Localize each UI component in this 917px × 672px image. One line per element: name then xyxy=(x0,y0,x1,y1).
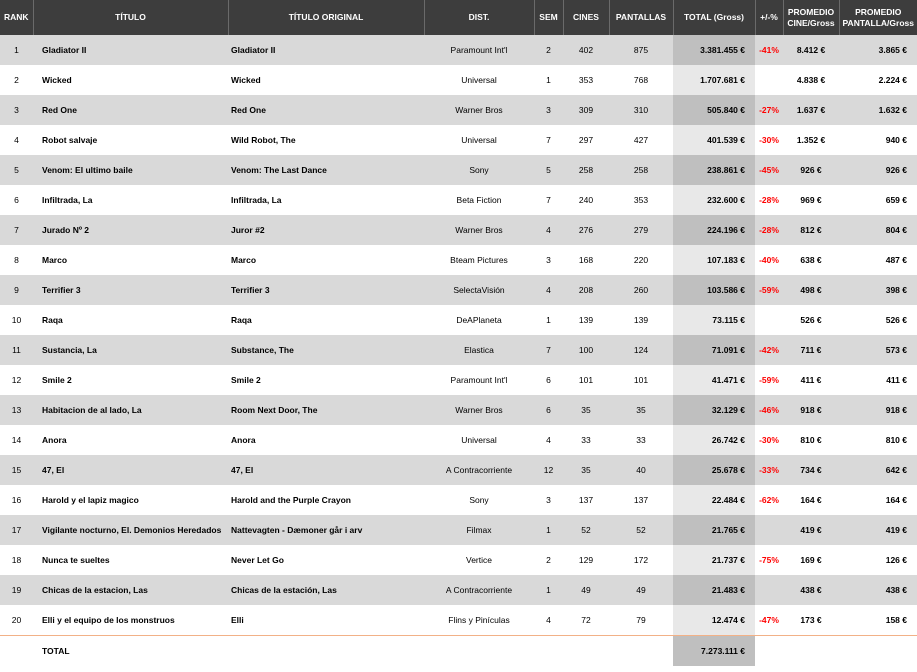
cell-promedio-pantalla: 438 € xyxy=(839,575,917,605)
cell-cines: 49 xyxy=(563,575,609,605)
cell-promedio-cine: 638 € xyxy=(800,255,822,265)
table-row[interactable] xyxy=(0,485,917,515)
cell-promedio-cine: 812 € xyxy=(783,215,839,245)
table-row[interactable] xyxy=(0,155,917,185)
cell-rank: 6 xyxy=(14,195,19,205)
header-promedio-pantalla-line1: PROMEDIO xyxy=(855,6,902,17)
cell-titulo: Terrifier 3 xyxy=(33,275,228,305)
cell-dist: Universal xyxy=(461,435,497,445)
cell-change-pct: -40% xyxy=(759,255,779,265)
cell-pantallas: 33 xyxy=(636,435,646,445)
cell-titulo-original: Gladiator II xyxy=(228,35,424,65)
cell-titulo-original: Wicked xyxy=(231,75,261,85)
cell-promedio-cine: 711 € xyxy=(783,335,839,365)
header-titulo[interactable]: TÍTULO xyxy=(33,0,228,35)
cell-cines: 137 xyxy=(578,495,594,505)
cell-total-gross: 505.840 € xyxy=(673,95,755,125)
cell-titulo-original: Wild Robot, The xyxy=(231,135,296,145)
cell-total-gross: 107.183 € xyxy=(673,245,755,275)
cell-titulo: Venom: El ultimo baile xyxy=(33,155,228,185)
cell-change-pct: -33% xyxy=(755,455,783,485)
cell-promedio-pantalla: 164 € xyxy=(885,495,907,505)
cell-promedio-cine: 1.352 € xyxy=(796,135,826,145)
table-row[interactable] xyxy=(0,545,917,575)
cell-change-pct: -28% xyxy=(759,195,779,205)
cell-rank: 7 xyxy=(0,215,33,245)
cell-dist: SelectaVisión xyxy=(424,275,534,305)
cell-dist: A Contracorriente xyxy=(424,455,534,485)
cell-titulo-original: 47, El xyxy=(228,455,424,485)
cell-cines: 240 xyxy=(578,195,594,205)
cell-total-gross: 71.091 € xyxy=(673,335,755,365)
cell-total-gross: 21.483 € xyxy=(673,575,755,605)
cell-promedio-cine: 4.838 € xyxy=(796,75,826,85)
cell-pantallas: 139 xyxy=(633,315,649,325)
cell-promedio-cine: 498 € xyxy=(783,275,839,305)
cell-total-gross: 22.484 € xyxy=(673,485,755,515)
cell-promedio-pantalla: 659 € xyxy=(885,195,907,205)
cell-titulo: Sustancia, La xyxy=(33,335,228,365)
cell-dist: Vertice xyxy=(466,555,492,565)
cell-promedio-pantalla: 2.224 € xyxy=(878,75,907,85)
cell-rank: 4 xyxy=(14,135,19,145)
total-row-spacer xyxy=(534,636,563,667)
table-row[interactable] xyxy=(0,575,917,605)
cell-cines: 72 xyxy=(581,615,591,625)
cell-sem: 1 xyxy=(534,575,563,605)
table-row[interactable] xyxy=(0,95,917,125)
cell-pantallas: 279 xyxy=(609,215,673,245)
cell-pantallas: 79 xyxy=(636,615,646,625)
cell-rank: 13 xyxy=(0,395,33,425)
cell-pantallas: 101 xyxy=(633,375,649,385)
cell-cines: 139 xyxy=(578,315,594,325)
cell-sem: 3 xyxy=(546,495,551,505)
cell-dist: Sony xyxy=(469,495,489,505)
header-promedio-cine-line1: PROMEDIO xyxy=(787,6,835,17)
cell-total-gross: 12.474 € xyxy=(673,605,755,636)
total-row-spacer xyxy=(755,636,783,667)
cell-promedio-pantalla: 642 € xyxy=(839,455,917,485)
cell-promedio-cine: 8.412 € xyxy=(783,35,839,65)
cell-titulo: Habitacion de al lado, La xyxy=(33,395,228,425)
header-pantallas[interactable]: PANTALLAS xyxy=(609,0,673,35)
cell-change-pct xyxy=(755,515,783,545)
cell-pantallas: 52 xyxy=(609,515,673,545)
cell-change-pct: -30% xyxy=(759,135,779,145)
cell-titulo-original: Elli xyxy=(231,615,244,625)
header-rank[interactable]: RANK xyxy=(0,0,33,35)
cell-sem: 1 xyxy=(546,315,551,325)
cell-titulo: Smile 2 xyxy=(42,375,72,385)
total-row-spacer xyxy=(839,636,917,667)
header-promedio-cine-line2: CINE/Gross xyxy=(787,17,835,28)
cell-dist: Beta Fiction xyxy=(456,195,502,205)
cell-promedio-pantalla: 526 € xyxy=(885,315,907,325)
cell-rank: 19 xyxy=(0,575,33,605)
cell-total-gross: 73.115 € xyxy=(673,305,755,335)
cell-total-gross: 103.586 € xyxy=(673,275,755,305)
cell-titulo: Nunca te sueltes xyxy=(42,555,110,565)
cell-cines: 101 xyxy=(578,375,594,385)
table-row[interactable] xyxy=(0,65,917,95)
cell-titulo-original: Chicas de la estación, Las xyxy=(228,575,424,605)
cell-change-pct: -28% xyxy=(755,215,783,245)
cell-sem: 7 xyxy=(546,135,551,145)
cell-titulo: Red One xyxy=(33,95,228,125)
table-row[interactable] xyxy=(0,215,917,245)
cell-cines: 52 xyxy=(563,515,609,545)
total-row-spacer xyxy=(783,636,839,667)
header-promedio-pantalla-line2: PANTALLA/Gross xyxy=(842,17,914,28)
cell-titulo: Harold y el lapiz magico xyxy=(42,495,139,505)
table-row[interactable] xyxy=(0,365,917,395)
cell-total-gross: 21.765 € xyxy=(673,515,755,545)
cell-pantallas: 353 xyxy=(633,195,649,205)
cell-promedio-pantalla: 573 € xyxy=(839,335,917,365)
cell-promedio-cine: 438 € xyxy=(783,575,839,605)
cell-pantallas: 40 xyxy=(609,455,673,485)
cell-dist: Bteam Pictures xyxy=(450,255,508,265)
cell-promedio-cine: 411 € xyxy=(800,375,822,385)
cell-rank: 12 xyxy=(11,375,22,385)
table-footer xyxy=(0,636,917,667)
cell-rank: 18 xyxy=(11,555,22,565)
cell-cines: 309 xyxy=(563,95,609,125)
cell-dist: Universal xyxy=(461,135,497,145)
cell-sem: 6 xyxy=(546,375,551,385)
cell-dist: A Contracorriente xyxy=(424,575,534,605)
cell-pantallas: 310 xyxy=(609,95,673,125)
cell-sem: 1 xyxy=(534,515,563,545)
table-row[interactable] xyxy=(0,395,917,425)
cell-total-gross: 32.129 € xyxy=(673,395,755,425)
cell-sem: 7 xyxy=(546,195,551,205)
cell-promedio-cine: 173 € xyxy=(800,615,822,625)
table-row[interactable] xyxy=(0,245,917,275)
cell-dist: Paramount Int'l xyxy=(424,35,534,65)
total-row xyxy=(0,636,917,667)
cell-promedio-cine: 526 € xyxy=(800,315,822,325)
cell-sem: 3 xyxy=(534,95,563,125)
cell-pantallas: 172 xyxy=(633,555,649,565)
table-row[interactable] xyxy=(0,305,917,335)
cell-promedio-pantalla: 926 € xyxy=(839,155,917,185)
cell-promedio-pantalla: 1.632 € xyxy=(839,95,917,125)
cell-titulo-original: Juror #2 xyxy=(228,215,424,245)
cell-change-pct: -45% xyxy=(755,155,783,185)
total-row-spacer xyxy=(0,636,33,667)
cell-total-gross: 232.600 € xyxy=(673,185,755,215)
cell-titulo-original: Red One xyxy=(228,95,424,125)
total-label: TOTAL xyxy=(33,636,228,667)
cell-titulo-original: Anora xyxy=(231,435,256,445)
cell-promedio-cine: 926 € xyxy=(783,155,839,185)
cell-rank: 15 xyxy=(0,455,33,485)
cell-promedio-pantalla: 126 € xyxy=(885,555,907,565)
header-cines[interactable]: CINES xyxy=(563,0,609,35)
cell-change-pct: -30% xyxy=(759,435,779,445)
cell-promedio-pantalla: 419 € xyxy=(839,515,917,545)
cell-cines: 35 xyxy=(563,395,609,425)
cell-titulo: Infiltrada, La xyxy=(42,195,93,205)
cell-change-pct xyxy=(755,65,783,95)
cell-promedio-pantalla: 158 € xyxy=(885,615,907,625)
cell-change-pct: -41% xyxy=(755,35,783,65)
cell-cines: 129 xyxy=(578,555,594,565)
table-header xyxy=(0,0,917,35)
cell-sem: 12 xyxy=(534,455,563,485)
cell-titulo: Wicked xyxy=(42,75,72,85)
total-row-spacer xyxy=(609,636,673,667)
cell-titulo-original: Marco xyxy=(231,255,257,265)
cell-sem: 6 xyxy=(534,395,563,425)
cell-change-pct: -62% xyxy=(759,495,779,505)
cell-rank: 1 xyxy=(0,35,33,65)
cell-pantallas: 768 xyxy=(633,75,649,85)
table-row[interactable] xyxy=(0,605,917,636)
cell-dist: Paramount Int'l xyxy=(450,375,508,385)
cell-promedio-cine: 164 € xyxy=(800,495,822,505)
total-row-spacer xyxy=(424,636,534,667)
cell-titulo-original: Terrifier 3 xyxy=(228,275,424,305)
cell-titulo-original: Nattevagten - Dæmoner går i arv xyxy=(228,515,424,545)
table-row[interactable] xyxy=(0,275,917,305)
cell-sem: 2 xyxy=(546,555,551,565)
cell-cines: 276 xyxy=(563,215,609,245)
cell-change-pct: -46% xyxy=(755,395,783,425)
header-change[interactable]: +/-% xyxy=(755,0,783,35)
cell-titulo-original: Infiltrada, La xyxy=(231,195,282,205)
cell-total-gross: 1.707.681 € xyxy=(673,65,755,95)
cell-rank: 5 xyxy=(0,155,33,185)
cell-dist: Sony xyxy=(424,155,534,185)
cell-rank: 10 xyxy=(11,315,22,325)
cell-cines: 297 xyxy=(578,135,594,145)
cell-pantallas: 427 xyxy=(633,135,649,145)
cell-cines: 258 xyxy=(563,155,609,185)
cell-promedio-pantalla: 411 € xyxy=(886,375,907,385)
cell-change-pct: -59% xyxy=(755,275,783,305)
cell-promedio-pantalla: 804 € xyxy=(839,215,917,245)
cell-promedio-cine: 734 € xyxy=(783,455,839,485)
table-row[interactable] xyxy=(0,515,917,545)
cell-pantallas: 875 xyxy=(609,35,673,65)
cell-dist: Filmax xyxy=(424,515,534,545)
cell-total-gross: 401.539 € xyxy=(673,125,755,155)
cell-dist: Warner Bros xyxy=(424,395,534,425)
cell-sem: 4 xyxy=(534,275,563,305)
cell-promedio-pantalla: 940 € xyxy=(885,135,907,145)
total-gross-value: 7.273.111 € xyxy=(673,636,755,667)
cell-change-pct: -27% xyxy=(755,95,783,125)
cell-rank: 17 xyxy=(0,515,33,545)
cell-sem: 3 xyxy=(546,255,551,265)
cell-titulo-original: Room Next Door, The xyxy=(228,395,424,425)
cell-dist: Flins y Pinículas xyxy=(448,615,510,625)
cell-cines: 353 xyxy=(578,75,594,85)
cell-promedio-cine: 419 € xyxy=(783,515,839,545)
cell-titulo: 47, El xyxy=(33,455,228,485)
cell-cines: 33 xyxy=(581,435,591,445)
total-row-spacer xyxy=(563,636,609,667)
cell-titulo: Robot salvaje xyxy=(42,135,98,145)
cell-pantallas: 260 xyxy=(609,275,673,305)
cell-change-pct xyxy=(755,305,783,335)
header-total[interactable]: TOTAL (Gross) xyxy=(673,0,755,35)
cell-cines: 100 xyxy=(563,335,609,365)
cell-titulo: Raqa xyxy=(42,315,63,325)
header-titulo-original[interactable]: TÍTULO ORIGINAL xyxy=(228,0,424,35)
cell-rank: 3 xyxy=(0,95,33,125)
cell-dist: Warner Bros xyxy=(424,95,534,125)
cell-titulo-original: Raqa xyxy=(231,315,252,325)
header-promedio-cine[interactable] xyxy=(783,0,839,35)
cell-total-gross: 21.737 € xyxy=(673,545,755,575)
cell-promedio-cine: 810 € xyxy=(800,435,822,445)
cell-total-gross: 25.678 € xyxy=(673,455,755,485)
cell-change-pct: -75% xyxy=(759,555,779,565)
cell-titulo-original: Harold and the Purple Crayon xyxy=(231,495,351,505)
cell-pantallas: 35 xyxy=(609,395,673,425)
cell-rank: 2 xyxy=(14,75,19,85)
cell-rank: 8 xyxy=(14,255,19,265)
cell-titulo-original: Smile 2 xyxy=(231,375,261,385)
cell-sem: 4 xyxy=(534,215,563,245)
cell-sem: 4 xyxy=(546,615,551,625)
cell-total-gross: 41.471 € xyxy=(673,365,755,395)
cell-titulo: Vigilante nocturno, El. Demonios Heredados xyxy=(33,515,228,545)
cell-cines: 208 xyxy=(563,275,609,305)
cell-promedio-cine: 169 € xyxy=(800,555,822,565)
cell-promedio-cine: 918 € xyxy=(783,395,839,425)
cell-titulo-original: Substance, The xyxy=(228,335,424,365)
cell-dist: DeAPlaneta xyxy=(456,315,502,325)
cell-change-pct: -47% xyxy=(759,615,779,625)
cell-rank: 20 xyxy=(11,615,22,625)
table-row[interactable] xyxy=(0,335,917,365)
cell-promedio-pantalla: 398 € xyxy=(839,275,917,305)
cell-titulo-original: Venom: The Last Dance xyxy=(228,155,424,185)
cell-titulo: Marco xyxy=(42,255,68,265)
cell-promedio-pantalla: 810 € xyxy=(885,435,907,445)
cell-total-gross: 26.742 € xyxy=(673,425,755,455)
cell-promedio-cine: 1.637 € xyxy=(783,95,839,125)
cell-dist: Elastica xyxy=(424,335,534,365)
cell-rank: 9 xyxy=(0,275,33,305)
cell-titulo: Elli y el equipo de los monstruos xyxy=(42,615,175,625)
cell-titulo: Jurado Nº 2 xyxy=(33,215,228,245)
cell-pantallas: 137 xyxy=(633,495,649,505)
cell-change-pct: -42% xyxy=(755,335,783,365)
cell-sem: 7 xyxy=(534,335,563,365)
cell-rank: 14 xyxy=(11,435,22,445)
cell-titulo: Chicas de la estacion, Las xyxy=(33,575,228,605)
cell-pantallas: 220 xyxy=(633,255,649,265)
cell-promedio-cine: 969 € xyxy=(800,195,822,205)
cell-sem: 2 xyxy=(534,35,563,65)
cell-pantallas: 49 xyxy=(609,575,673,605)
table-body xyxy=(0,35,917,636)
table-row[interactable] xyxy=(0,455,917,485)
cell-sem: 1 xyxy=(546,75,551,85)
cell-pantallas: 258 xyxy=(609,155,673,185)
cell-cines: 168 xyxy=(578,255,594,265)
cell-cines: 402 xyxy=(563,35,609,65)
cell-total-gross: 238.861 € xyxy=(673,155,755,185)
cell-dist: Universal xyxy=(461,75,497,85)
total-row-spacer xyxy=(228,636,424,667)
cell-sem: 4 xyxy=(546,435,551,445)
cell-titulo-original: Never Let Go xyxy=(231,555,284,565)
cell-pantallas: 124 xyxy=(609,335,673,365)
cell-dist: Warner Bros xyxy=(424,215,534,245)
table-row[interactable] xyxy=(0,35,917,65)
cell-promedio-pantalla: 918 € xyxy=(839,395,917,425)
cell-rank: 16 xyxy=(11,495,22,505)
cell-titulo: Anora xyxy=(42,435,67,445)
cell-change-pct: -59% xyxy=(759,375,779,385)
cell-rank: 11 xyxy=(0,335,33,365)
cell-cines: 35 xyxy=(563,455,609,485)
header-dist[interactable]: DIST. xyxy=(424,0,534,35)
header-promedio-pantalla[interactable] xyxy=(839,0,917,35)
table-row[interactable] xyxy=(0,425,917,455)
cell-total-gross: 3.381.455 € xyxy=(673,35,755,65)
cell-change-pct xyxy=(755,575,783,605)
cell-total-gross: 224.196 € xyxy=(673,215,755,245)
cell-promedio-pantalla: 487 € xyxy=(885,255,907,265)
header-sem[interactable]: SEM xyxy=(534,0,563,35)
cell-promedio-pantalla: 3.865 € xyxy=(839,35,917,65)
table-row[interactable] xyxy=(0,125,917,155)
cell-sem: 5 xyxy=(534,155,563,185)
cell-titulo: Gladiator II xyxy=(33,35,228,65)
table-row[interactable] xyxy=(0,185,917,215)
